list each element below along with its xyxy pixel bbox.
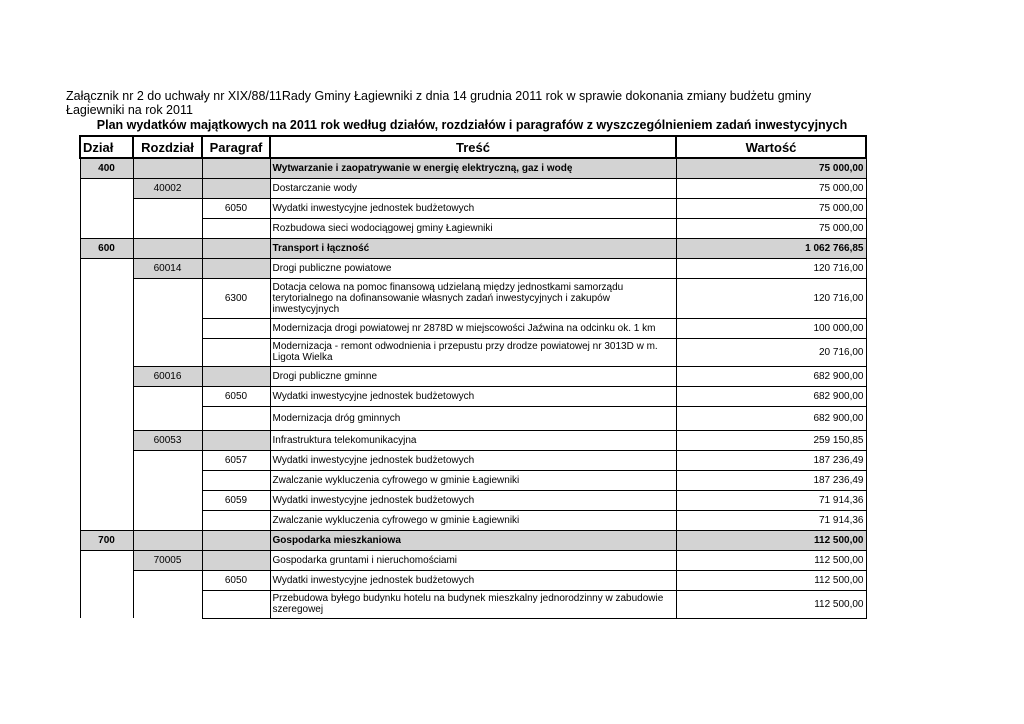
- paragraf-cell: [202, 550, 270, 570]
- paragraf-row: [80, 198, 866, 218]
- wartosc-cell: 112 500,00: [676, 590, 866, 618]
- dzial-cell: 400: [80, 158, 133, 178]
- paragraf-cell: [202, 218, 270, 238]
- tresc-cell: Zwalczanie wykluczenia cyfrowego w gminie Łagiewniki: [270, 470, 676, 490]
- wartosc-cell: 112 500,00: [676, 550, 866, 570]
- dzial-cell: [80, 366, 133, 386]
- tresc-cell: Transport i łączność: [270, 238, 676, 258]
- paragraf-row: [80, 278, 866, 318]
- rozdzial-cell: [133, 318, 202, 338]
- wartosc-cell: 71 914,36: [676, 490, 866, 510]
- rozdzial-cell: 60053: [133, 430, 202, 450]
- dzial-cell: [80, 430, 133, 450]
- table-body: [80, 158, 866, 618]
- wartosc-cell: 100 000,00: [676, 318, 866, 338]
- wartosc-cell: 75 000,00: [676, 218, 866, 238]
- paragraf-cell: [202, 366, 270, 386]
- rozdzial-cell: [133, 338, 202, 366]
- dzial-cell: [80, 218, 133, 238]
- wartosc-cell: 120 716,00: [676, 278, 866, 318]
- paragraf-cell: 6050: [202, 570, 270, 590]
- paragraf-cell: [202, 530, 270, 550]
- paragraf-cell: [202, 470, 270, 490]
- tresc-cell: Zwalczanie wykluczenia cyfrowego w gminie Łagiewniki: [270, 510, 676, 530]
- header-paragraf: Paragraf: [202, 136, 270, 158]
- table-header-row: [80, 136, 866, 158]
- tresc-cell: Wydatki inwestycyjne jednostek budżetowych: [270, 450, 676, 470]
- dzial-row: [80, 530, 866, 550]
- dzial-cell: [80, 198, 133, 218]
- tresc-cell: Wydatki inwestycyjne jednostek budżetowych: [270, 570, 676, 590]
- tresc-cell: Wydatki inwestycyjne jednostek budżetowych: [270, 490, 676, 510]
- zadanie-row: [80, 510, 866, 530]
- header-rozdzial: Rozdział: [133, 136, 202, 158]
- wartosc-cell: 75 000,00: [676, 178, 866, 198]
- paragraf-cell: [202, 430, 270, 450]
- paragraf-row: [80, 386, 866, 406]
- dzial-cell: [80, 450, 133, 470]
- dzial-cell: [80, 510, 133, 530]
- dzial-row: [80, 158, 866, 178]
- paragraf-row: [80, 570, 866, 590]
- rozdzial-cell: [133, 510, 202, 530]
- rozdzial-cell: 60016: [133, 366, 202, 386]
- tresc-cell: Przebudowa byłego budynku hotelu na budynek mieszkalny jednorodzinny w zabudowie szeregowej: [270, 590, 676, 618]
- rozdzial-cell: [133, 490, 202, 510]
- wartosc-cell: 1 062 766,85: [676, 238, 866, 258]
- header-dzial: Dział: [80, 136, 133, 158]
- rozdzial-cell: [133, 406, 202, 430]
- paragraf-cell: [202, 238, 270, 258]
- wartosc-cell: 187 236,49: [676, 470, 866, 490]
- tresc-cell: Dotacja celowa na pomoc finansową udzielaną między jednostkami samorządu terytorialnego na dofinansowanie własnych zadań inwestycyjnych i zakupów inwestycyjnych: [270, 278, 676, 318]
- wartosc-cell: 120 716,00: [676, 258, 866, 278]
- header-tresc: Treść: [270, 136, 676, 158]
- expenditure-table: [79, 135, 867, 619]
- paragraf-cell: [202, 338, 270, 366]
- paragraf-cell: [202, 510, 270, 530]
- wartosc-cell: 682 900,00: [676, 366, 866, 386]
- rozdzial-row: [80, 366, 866, 386]
- tresc-cell: Modernizacja drogi powiatowej nr 2878D w miejscowości Jaźwina na odcinku ok. 1 km: [270, 318, 676, 338]
- rozdzial-cell: [133, 278, 202, 318]
- tresc-cell: Gospodarka gruntami i nieruchomościami: [270, 550, 676, 570]
- wartosc-cell: 20 716,00: [676, 338, 866, 366]
- tresc-cell: Wydatki inwestycyjne jednostek budżetowych: [270, 386, 676, 406]
- rozdzial-row: [80, 178, 866, 198]
- dzial-cell: [80, 570, 133, 590]
- rozdzial-cell: [133, 590, 202, 618]
- paragraf-cell: 6300: [202, 278, 270, 318]
- document-intro: Załącznik nr 2 do uchwały nr XIX/88/11Rady Gminy Łagiewniki z dnia 14 grudnia 2011 rok w sprawie dokonania zmiany budżetu gminy Łagiewniki na rok 2011: [66, 89, 812, 117]
- wartosc-cell: 259 150,85: [676, 430, 866, 450]
- wartosc-cell: 112 500,00: [676, 530, 866, 550]
- paragraf-cell: [202, 590, 270, 618]
- dzial-cell: [80, 318, 133, 338]
- dzial-cell: [80, 590, 133, 618]
- zadanie-row: [80, 470, 866, 490]
- tresc-cell: Wydatki inwestycyjne jednostek budżetowych: [270, 198, 676, 218]
- tresc-cell: Rozbudowa sieci wodociągowej gminy Łagiewniki: [270, 218, 676, 238]
- dzial-cell: 600: [80, 238, 133, 258]
- paragraf-cell: [202, 318, 270, 338]
- zadanie-row: [80, 338, 866, 366]
- rozdzial-cell: [133, 158, 202, 178]
- paragraf-cell: 6059: [202, 490, 270, 510]
- paragraf-cell: [202, 406, 270, 430]
- paragraf-cell: 6050: [202, 198, 270, 218]
- paragraf-cell: 6057: [202, 450, 270, 470]
- dzial-cell: [80, 406, 133, 430]
- rozdzial-cell: 70005: [133, 550, 202, 570]
- rozdzial-row: [80, 550, 866, 570]
- dzial-row: [80, 238, 866, 258]
- wartosc-cell: 187 236,49: [676, 450, 866, 470]
- wartosc-cell: 682 900,00: [676, 386, 866, 406]
- dzial-cell: [80, 178, 133, 198]
- dzial-cell: 700: [80, 530, 133, 550]
- header-wartosc: Wartość: [676, 136, 866, 158]
- paragraf-cell: [202, 258, 270, 278]
- paragraf-cell: [202, 178, 270, 198]
- zadanie-row: [80, 406, 866, 430]
- dzial-cell: [80, 258, 133, 278]
- rozdzial-row: [80, 430, 866, 450]
- zadanie-row: [80, 590, 866, 618]
- wartosc-cell: 71 914,36: [676, 510, 866, 530]
- tresc-cell: Gospodarka mieszkaniowa: [270, 530, 676, 550]
- tresc-cell: Dostarczanie wody: [270, 178, 676, 198]
- rozdzial-cell: [133, 238, 202, 258]
- rozdzial-cell: [133, 386, 202, 406]
- wartosc-cell: 112 500,00: [676, 570, 866, 590]
- wartosc-cell: 682 900,00: [676, 406, 866, 430]
- tresc-cell: Modernizacja dróg gminnych: [270, 406, 676, 430]
- paragraf-cell: [202, 158, 270, 178]
- paragraf-row: [80, 490, 866, 510]
- rozdzial-row: [80, 258, 866, 278]
- zadanie-row: [80, 318, 866, 338]
- tresc-cell: Drogi publiczne gminne: [270, 366, 676, 386]
- rozdzial-cell: [133, 570, 202, 590]
- dzial-cell: [80, 386, 133, 406]
- dzial-cell: [80, 470, 133, 490]
- wartosc-cell: 75 000,00: [676, 158, 866, 178]
- tresc-cell: Wytwarzanie i zaopatrywanie w energię elektryczną, gaz i wodę: [270, 158, 676, 178]
- wartosc-cell: 75 000,00: [676, 198, 866, 218]
- paragraf-cell: 6050: [202, 386, 270, 406]
- tresc-cell: Drogi publiczne powiatowe: [270, 258, 676, 278]
- dzial-cell: [80, 278, 133, 318]
- dzial-cell: [80, 338, 133, 366]
- dzial-cell: [80, 490, 133, 510]
- rozdzial-cell: [133, 450, 202, 470]
- rozdzial-cell: [133, 470, 202, 490]
- rozdzial-cell: 60014: [133, 258, 202, 278]
- tresc-cell: Infrastruktura telekomunikacyjna: [270, 430, 676, 450]
- rozdzial-cell: [133, 530, 202, 550]
- document-title: Plan wydatków majątkowych na 2011 rok według działów, rozdziałów i paragrafów z wyszczególnieniem zadań inwestycyjnych: [96, 118, 848, 132]
- dzial-cell: [80, 550, 133, 570]
- paragraf-row: [80, 450, 866, 470]
- zadanie-row: [80, 218, 866, 238]
- rozdzial-cell: [133, 218, 202, 238]
- rozdzial-cell: [133, 198, 202, 218]
- rozdzial-cell: 40002: [133, 178, 202, 198]
- tresc-cell: Modernizacja - remont odwodnienia i przepustu przy drodze powiatowej nr 3013D w m. Ligota Wielka: [270, 338, 676, 366]
